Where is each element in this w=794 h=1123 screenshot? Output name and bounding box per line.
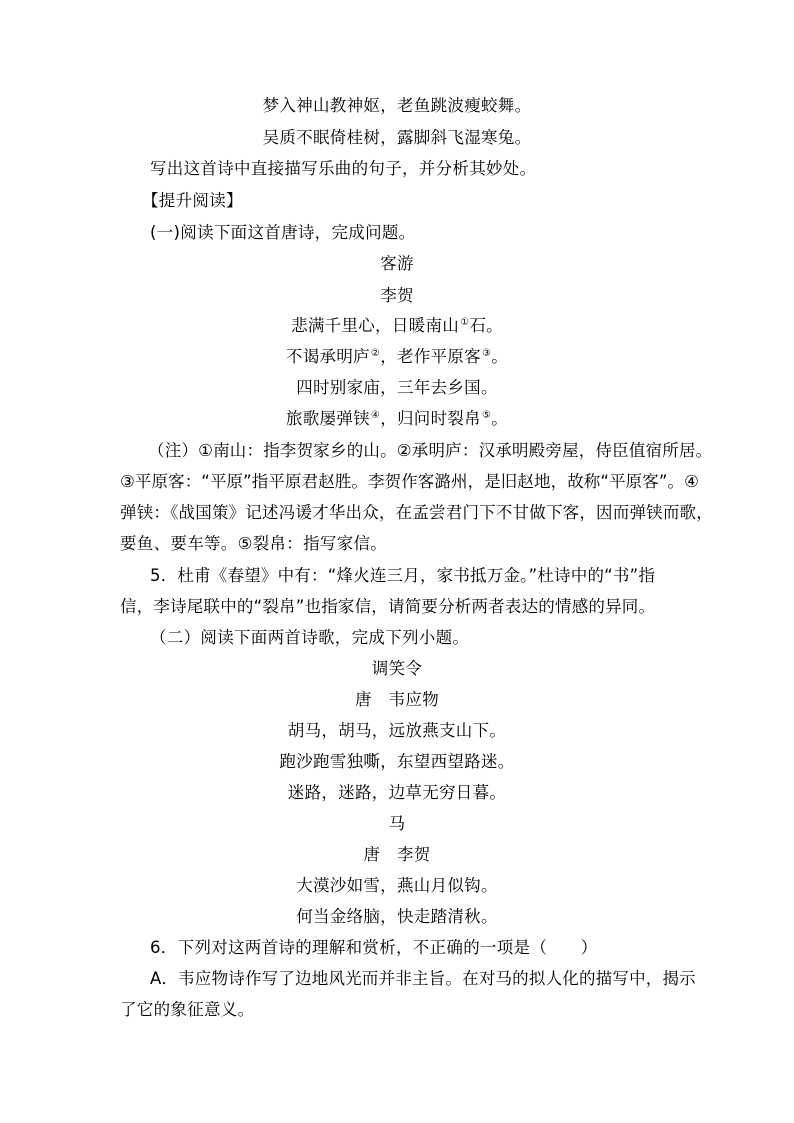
footnote-ref: ⑤ [482,409,492,421]
option-a-cont: 了它的象征意义。 [120,1000,255,1019]
poem-line: 胡马，胡马，远放燕支山下。 [287,721,507,740]
poem-line: 迷路，迷路，边草无穷日暮。 [287,783,507,802]
footnote-ref: ① [460,316,470,328]
annotation-line: 要鱼、要车等。⑤裂帛：指写家信。 [120,534,388,553]
poem-line: 吴质不眠倚桂树，露脚斜飞湿寒兔。 [262,128,532,147]
footnote-ref: ③ [482,347,492,359]
poem-line: 旅歌屡弹铗④，归问时裂帛⑤。 [285,409,509,428]
poem-title: 马 [388,814,406,833]
part2-intro: （二）阅读下面两首诗歌，完成下列小题。 [150,628,470,647]
poem-title: 客游 [380,254,414,273]
poem-title: 调笑令 [371,659,423,678]
poem-line: 何当金络脑，快走踏清秋。 [296,907,498,926]
poem-author: 李贺 [380,286,414,305]
annotation-line: （注）①南山：指李贺家乡的山。②承明庐：汉承明殿旁屋，侍臣值宿所居。 [148,441,713,460]
question-5: 5．杜甫《春望》中有：“烽火连三月，家书抵万金。”杜诗中的“书”指 [150,566,656,585]
section-title: 【提升阅读】 [142,191,243,210]
poem-line: 大漠沙如雪，燕山月似钩。 [296,876,498,895]
poem-line: 悲满千里心，日暖南山①石。 [291,316,503,335]
annotation-line: ③平原客：“平原”指平原君赵胜。李贺作客潞州，是旧赵地，故称“平原客”。④ [120,472,699,491]
question-6: 6．下列对这两首诗的理解和赏析，不正确的一项是（ ） [150,938,598,957]
poem-line: 跑沙跑雪独嘶，东望西望路迷。 [279,752,515,771]
poem-author: 唐 韦应物 [355,690,439,709]
question-4-prompt: 写出这首诗中直接描写乐曲的句子，并分析其妙处。 [150,159,537,178]
poem-line: 四时别家庙，三年去乡国。 [296,378,498,397]
footnote-ref: ② [370,347,381,359]
footnote-ref: ④ [370,409,381,421]
poem-line: 不谒承明庐②，老作平原客③。 [285,347,509,366]
poem-author: 唐 李贺 [363,845,431,864]
annotation-line: 弹铗：《战国策》记述冯谖才华出众，在孟尝君门下不甘做下客，因而弹铗而歌， [120,503,713,522]
question-5-cont: 信，李诗尾联中的“裂帛”也指家信，请简要分析两者表达的情感的异同。 [120,597,656,616]
option-a: A．韦应物诗作写了边地风光而并非主旨。在对马的拟人化的描写中，揭示 [150,969,696,988]
part1-intro: (一)阅读下面这首唐诗，完成问题。 [150,223,416,242]
poem-line: 梦入神山教神妪，老鱼跳波瘦蛟舞。 [262,96,532,115]
